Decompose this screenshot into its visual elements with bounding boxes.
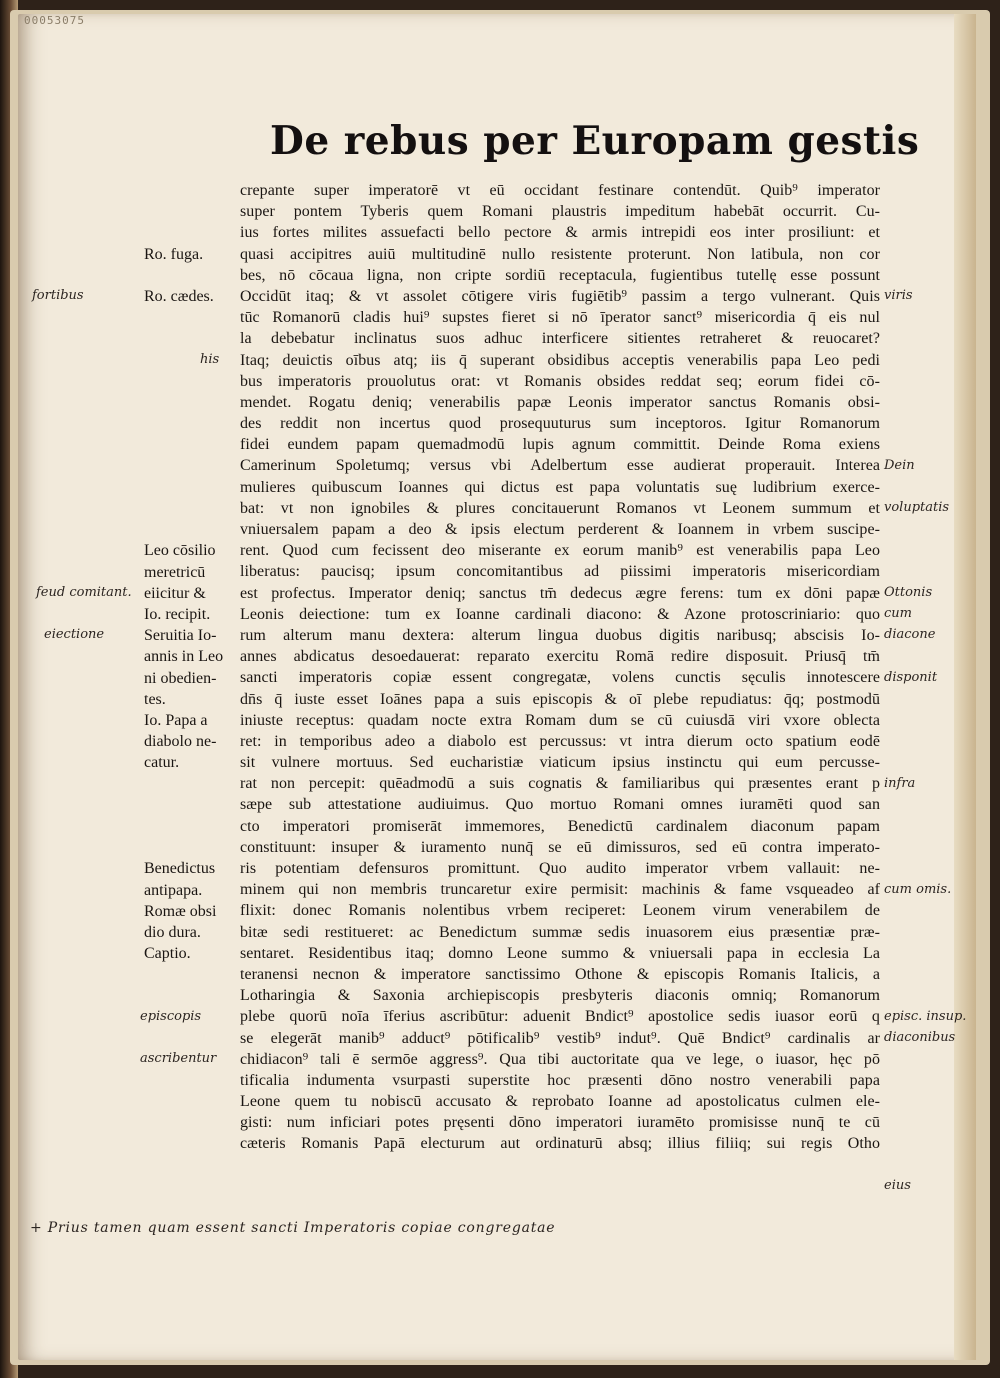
margin-note-right: eius — [884, 1178, 911, 1194]
text-line: mulieres quibuscum Ioannes qui dictus est papa voluntatis suę ludibrium exerce- — [240, 478, 880, 496]
sidenote: Ro. fuga. — [144, 245, 204, 263]
text-line: chidiacon⁹ tali ē sermōe aggress⁹. Qua tibi auctoritate qua ve lege, o iuasor, hęc pō — [240, 1050, 880, 1068]
margin-note-right: voluptatis — [884, 500, 950, 515]
text-line: Itaq; deuictis oībus atq; iis q̄ superant obsidibus acceptis venerabilis papa Leo pedi — [240, 351, 880, 369]
handwritten-footnote: + Prius tamen quam essent sancti Imperatoris copiae congregatae — [30, 1220, 556, 1236]
text-line: tificalia indumenta vsurpasti superstite hoc præsenti dōno nostro venerabili papa — [240, 1071, 880, 1089]
margin-note-right: cum — [884, 606, 912, 621]
sidenote: tes. — [144, 690, 166, 708]
sidenote: Captio. — [144, 945, 191, 963]
sidenote: diabolo ne- — [144, 733, 217, 751]
text-line: sancti imperatoris copiæ essent congregatæ, volens cunctis sęculis innotescere — [240, 669, 880, 687]
text-line: dn̄s q̄ iuste esset Ioānes papa a suis episcopis & oī plebe repudiatus: q̄q; postmodū — [240, 690, 880, 708]
text-line: super pontem Tyberis quem Romani plaustris impeditum habebāt occurrit. Cu- — [240, 203, 880, 221]
text-line: la debebatur inclinatus suos adhuc interficere sitientes retraheret & reuocaret? — [240, 330, 880, 348]
sidenote: antipapa. — [144, 881, 203, 899]
sidenote: Io. recipit. — [144, 606, 211, 623]
text-line: sæpe sub attestatione audiuimus. Quo mortuo Romani omnes iuramēti quod san — [240, 796, 880, 814]
sidenote: Benedictus — [144, 860, 216, 878]
margin-note-left: eiectione — [44, 627, 105, 643]
text-line: bat: vt non ignobiles & plures concitauerunt Romanos vt Leonem summum et — [240, 499, 880, 517]
text-line: ius fortes milites assuefacti bello pectore & armis intrepidi eos inter prosiliunt: et — [240, 224, 880, 242]
page-title: De rebus per Europam gestis — [270, 118, 920, 164]
text-line: teranensi necnon & imperatore sanctissimo Othone & episcopis Romanis Italicis, a — [240, 965, 880, 983]
text-line: bus imperatoris prouolutus orat: vt Romanis obsides reddat seq; eorum fidei cō- — [240, 372, 880, 390]
text-line: flixit: donec Romanis nolentibus vrbem reciperet: Leonem virum venerabilem de — [240, 902, 880, 920]
margin-note-left: his — [200, 351, 220, 367]
sidenote: Romæ obsi — [144, 902, 217, 920]
text-line: quasi accipitres auiū multitudinē nullo resistente proterunt. Non latibula, non cor — [240, 245, 880, 263]
margin-note-right: infra — [884, 775, 916, 791]
text-line: Lotharingia & Saxonia archiepiscopis presbyteris diaconis omniq; Romanorum — [240, 987, 880, 1005]
text-line: bes, nō cōcaua ligna, non cripte sordiū receptacula, fugientibus tutellę esse possunt — [240, 266, 880, 284]
sidenote: Leo cōsilio — [144, 542, 216, 560]
text-line: ret: in temporibus adeo a diabolo est percussus: vt intra dierum octo spatium eodē — [240, 732, 880, 750]
margin-note-right: viris — [884, 288, 913, 303]
text-line: se elegerāt manib⁹ adduct⁹ pōtificalib⁹ vestib⁹ indut⁹. Quē Bndict⁹ cardinalis ar — [240, 1029, 880, 1047]
text-line: sentaret. Residentibus itaq; domno Leone summo & vniuersali papa in ecclesia La — [240, 944, 880, 962]
text-line: Occidūt itaq; & vt assolet cōtigere viris fugiētib⁹ passim a tergo vulnerant. Quis — [240, 287, 880, 305]
text-line: rent. Quod cum fecissent deo miserante ex eorum manib⁹ est venerabilis papa Leo — [240, 542, 880, 560]
text-line: plebe quorū noīa īferius ascribūtur: aduenit Bndict⁹ apostolice sedis iuasor eorū q — [240, 1008, 880, 1026]
text-line: cæteris Romanis Papā electurum aut ordinaturū absq; illius filiiq; sui regis Otho — [240, 1135, 880, 1153]
sidenote: Io. Papa a — [144, 712, 208, 729]
margin-note-right: disponit — [884, 669, 938, 685]
text-line: est profectus. Imperator deniq; sanctus tm̄ dedecus ægre ferens: tum ex dōni papæ — [240, 584, 880, 602]
margin-note-left: ascribentur — [140, 1051, 217, 1067]
margin-note-right: diaconibus — [884, 1030, 956, 1045]
text-line: ris potentiam defensuros promittunt. Quo audito imperator vrbem vallauit: ne- — [240, 860, 880, 877]
text-line: Leonis deiectione: tum ex Ioanne cardinali diacono: & Azone protoscriniario: quo — [240, 605, 880, 623]
text-line: fidei eundem papam quemadmodū lupis agnum committit. Deinde Roma exiens — [240, 436, 880, 454]
sidenote: Ro. cædes. — [144, 288, 214, 305]
text-line: crepante super imperatorē vt eū occidant festinare contendūt. Quib⁹ imperator — [240, 182, 880, 199]
margin-note-right: Dein — [884, 457, 915, 473]
margin-note-right: Ottonis — [884, 584, 933, 600]
sidenote: eiicitur & — [144, 584, 206, 602]
sidenote: ni obedien- — [144, 669, 217, 687]
margin-note-right: diacone — [884, 627, 936, 643]
text-line: bitæ sedi restitueret: ac Benedictum summæ sedis inuasorem eius præsentiæ præ- — [240, 923, 880, 941]
main-text-block — [240, 180, 880, 1155]
text-line: Camerinum Spoletumq; versus vbi Adelbertum esse audierat properauit. Interea — [240, 457, 880, 475]
sidenote: dio dura. — [144, 924, 201, 941]
margin-note-right: episc. insup. — [884, 1008, 967, 1024]
text-line: rum alterum manu dextera: alterum lingua duobus digitis naribusq; abscisis Io- — [240, 626, 880, 644]
text-line: gisti: num inficiari potes pręsenti dōno imperatori iuramēto promisisse nunq̄ te cū — [240, 1114, 880, 1132]
text-line: mendet. Rogatu deniq; venerabilis papæ Leonis imperator sanctus Romanis obsi- — [240, 393, 880, 411]
text-line: liberatus: paucisq; ipsum concomitantibus ad piissimi imperatoris misericordiam — [240, 563, 880, 581]
text-line: constituunt: insuper & iuramento nunq̄ se eū dimissuros, sed eū contra imperato- — [240, 838, 880, 856]
text-line: annes abdicatus desoedauerat: reparato exercitu Romā redire disposuit. Priusq̄ tm̄ — [240, 648, 880, 666]
text-line: des reddit non incertus quod prosequuturus sum inceptoros. Igitur Romanorum — [240, 415, 880, 433]
margin-note-right: cum omis. — [884, 881, 952, 897]
text-line: cto imperatori promiserāt immemores, Benedictū cardinalem diaconum papam — [240, 817, 880, 835]
page-edge — [954, 14, 976, 1360]
reference-number: 00053075 — [24, 14, 85, 27]
margin-note-left: episcopis — [140, 1008, 202, 1024]
text-line: minem qui non membris truncaretur exire permisit: machinis & fame vsqueadeo af — [240, 881, 880, 899]
text-line: rat non percepit: quēadmodū a suis cognatis & familiaribus qui præsentes erant p — [240, 775, 880, 793]
sidenote: catur. — [144, 754, 180, 772]
margin-note-left: feud comitant. — [36, 584, 132, 600]
sidenote: annis in Leo — [144, 648, 224, 666]
text-line: vniuersalem papam a deo & ipsis electum perderent & Ioannem in vrbem suscipe- — [240, 521, 880, 538]
sidenote: Seruitia Io- — [144, 627, 217, 645]
text-line: tūc Romanorū cladis hui⁹ supstes fieret si nō īperator sanct⁹ misericordia q̄ eis nul — [240, 309, 880, 327]
margin-note-left: fortibus — [32, 288, 84, 303]
text-line: iniuste receptus: quadam nocte extra Romam dum se cū cuiusdā viri vxore oblecta — [240, 711, 880, 729]
sidenote: meretricū — [144, 563, 206, 581]
text-line: sit vulnere mortuus. Sed eucharistiæ viaticum ipsius instinctu qui eum percusse- — [240, 754, 880, 772]
text-line: Leone quem tu nobiscū accusato & reprobato Ioanne ad apostolicatus culmen ele- — [240, 1093, 880, 1111]
